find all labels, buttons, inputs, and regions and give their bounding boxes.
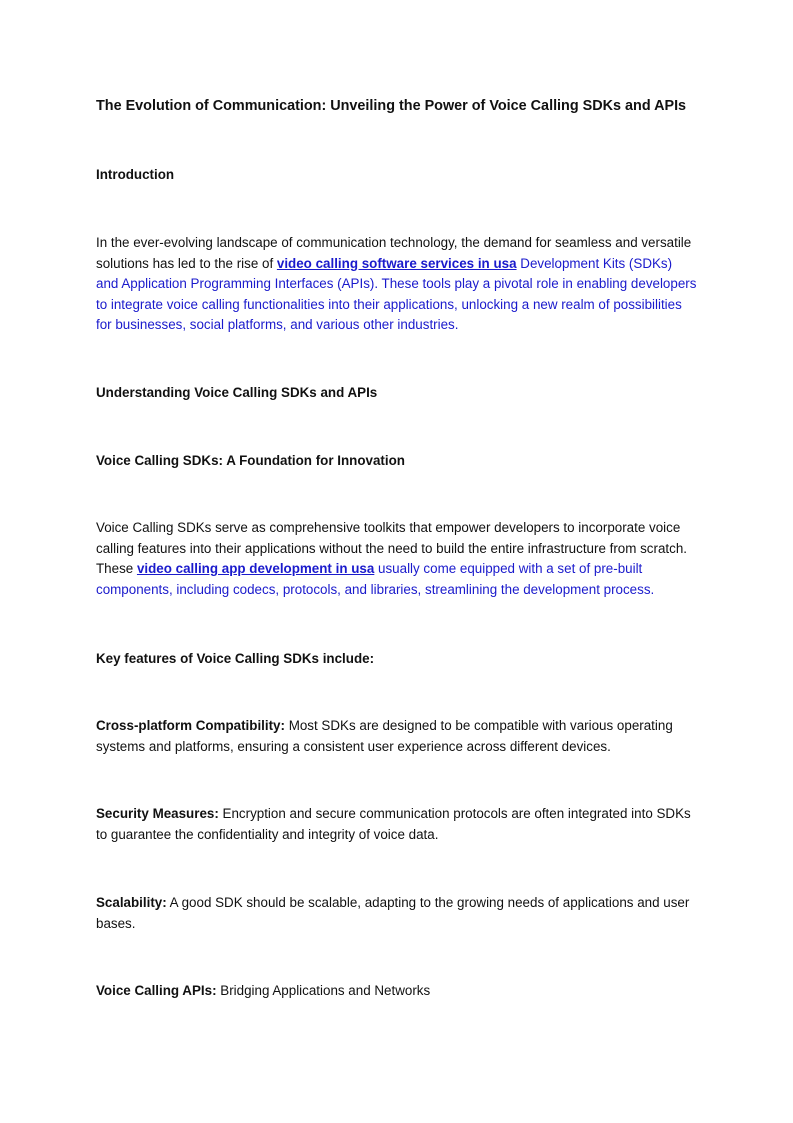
apis-label: Voice Calling APIs: xyxy=(96,983,217,998)
feature-label: Cross-platform Compatibility: xyxy=(96,718,285,733)
feature-text: Encryption and secure communication protocols are often integrated into SDKs to guarantee the confidentiality and integrity of voice data. xyxy=(96,806,691,842)
feature-cross-platform xyxy=(96,716,698,757)
sdk-heading: Voice Calling SDKs: A Foundation for Innovation xyxy=(96,453,405,468)
understanding-heading: Understanding Voice Calling SDKs and APIs xyxy=(96,385,378,400)
intro-paragraph xyxy=(96,233,698,336)
key-features-heading: Key features of Voice Calling SDKs include: xyxy=(96,651,375,666)
feature-text: Most SDKs are designed to be compatible with various operating systems and platforms, ensuring a consistent user experience across different devices. xyxy=(96,718,673,754)
voice-calling-apis-line xyxy=(96,981,698,1002)
feature-text: A good SDK should be scalable, adapting to the growing needs of applications and user bases. xyxy=(96,895,690,931)
video-calling-app-development-link[interactable]: video calling app development in usa xyxy=(136,561,375,577)
sdk-text-after-link: usually come equipped with a set of pre-built components, including codecs, protocols, and libraries, streamlining the development process. xyxy=(96,561,655,597)
feature-label: Scalability: xyxy=(96,895,167,910)
document-title: The Evolution of Communication: Unveiling the Power of Voice Calling SDKs and APIs xyxy=(96,98,687,114)
feature-scalability xyxy=(96,893,698,934)
intro-heading: Introduction xyxy=(96,167,175,182)
intro-text-after-link: Development Kits (SDKs) and Application Programming Interfaces (APIs). These tools play a pivotal role in enabling developers to integrate voice calling functionalities into their applications, unlocking a new realm of possibilities for businesses, social platforms, and various other industries. xyxy=(96,255,697,333)
intro-text-before-link: In the ever-evolving landscape of communication technology, the demand for seamless and versatile solutions has led to the rise of xyxy=(96,235,692,271)
sdk-paragraph xyxy=(96,518,698,600)
feature-security xyxy=(96,804,698,845)
feature-label: Security Measures: xyxy=(96,806,219,821)
sdk-text-before-link: Voice Calling SDKs serve as comprehensive toolkits that empower developers to incorporate voice calling features into their applications without the need to build the entire infrastructure from scratch. These xyxy=(96,520,687,577)
video-calling-services-link[interactable]: video calling software services in usa xyxy=(276,255,517,271)
apis-text: Bridging Applications and Networks xyxy=(216,983,431,998)
